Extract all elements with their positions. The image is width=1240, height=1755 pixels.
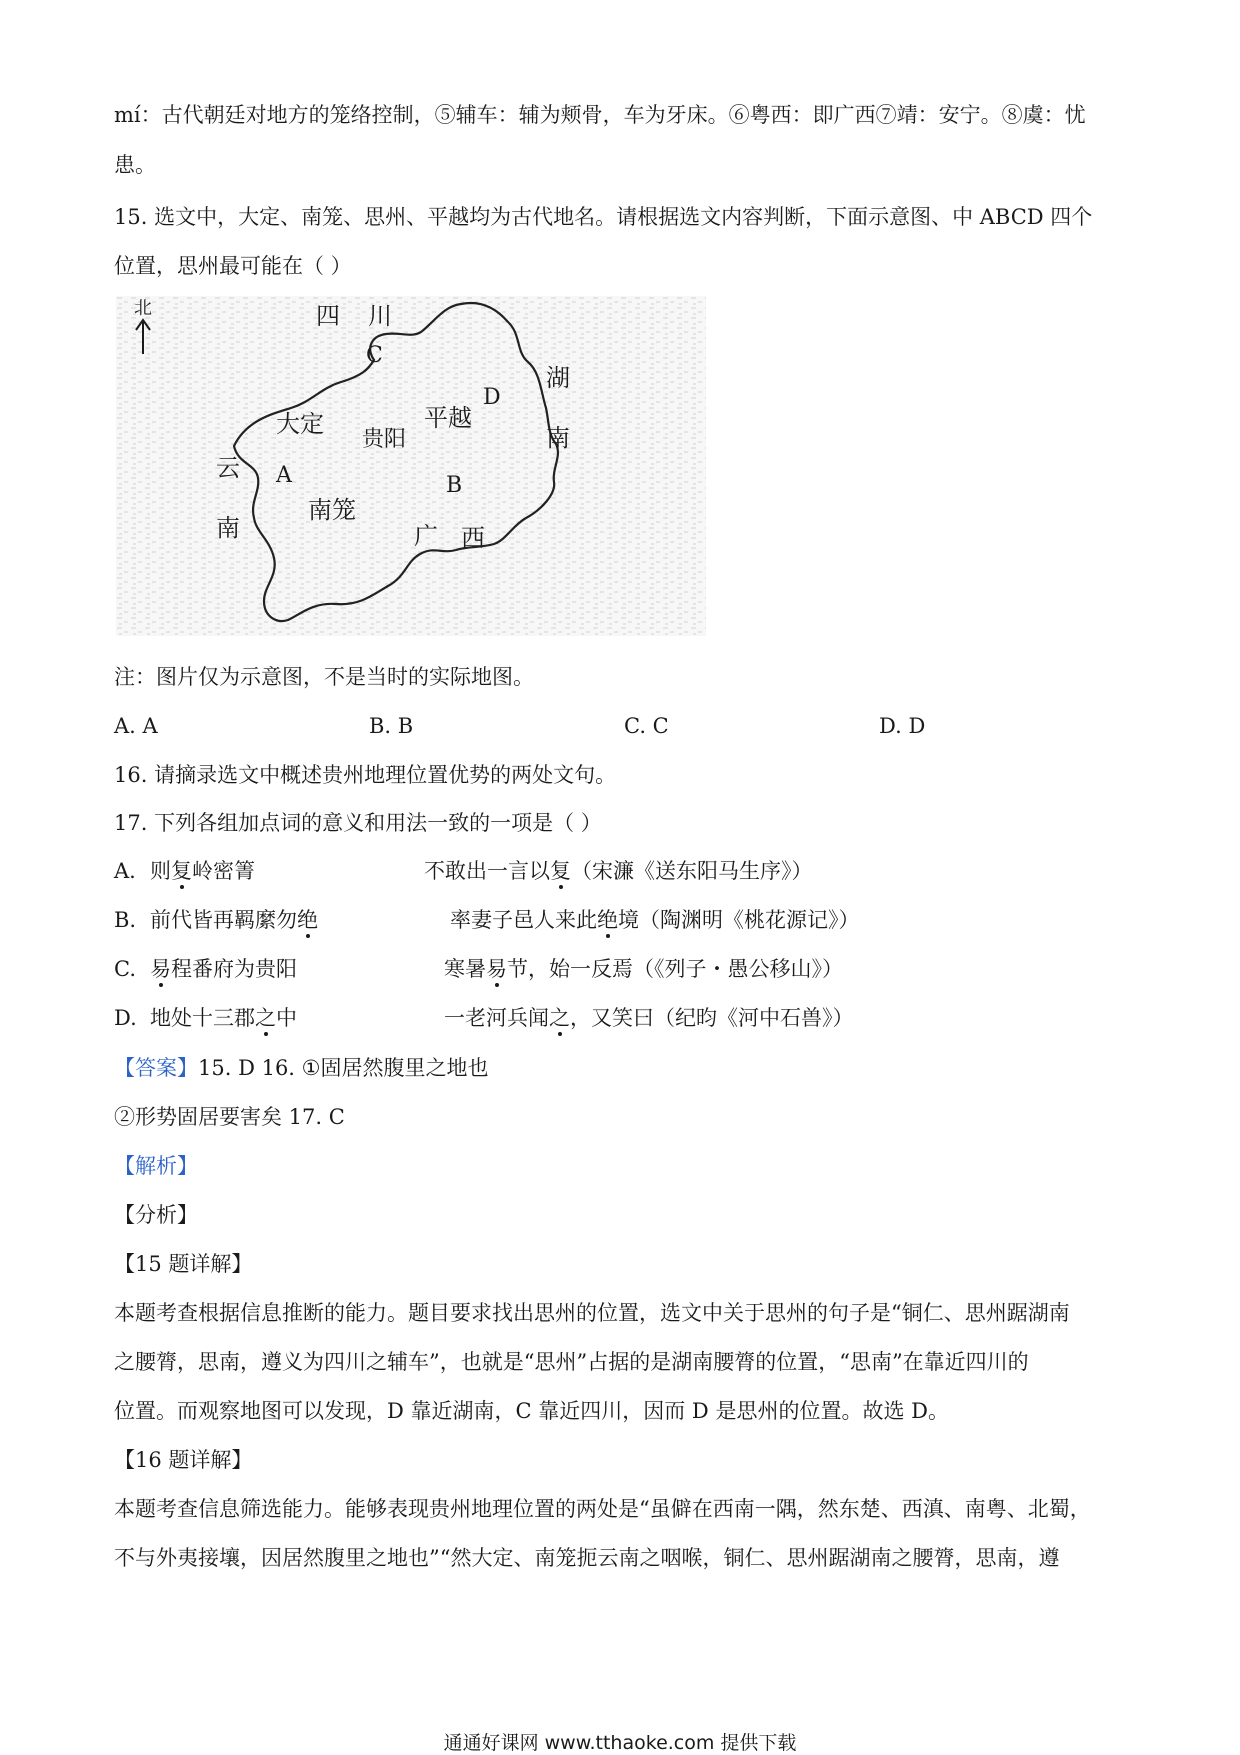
map-label-pingyue: 平越 [424,404,472,432]
q17-option-right: 率妻子邑人来此绝境（陶渊明《桃花源记》） [450,908,860,932]
map-background [116,296,706,636]
guizhou-sketch-map [116,296,706,636]
q17-option-label: B. [114,908,137,932]
map-label-xi: 西 [461,524,485,552]
q17-option-label: D. [114,1006,137,1030]
q16-detail-heading: 【16 题详解】 [114,1448,253,1472]
question-16: 16. 请摘录选文中概述贵州地理位置优势的两处文句。 [114,763,617,787]
q15-detail-line-2: 之腰膂，思南，遵义为四川之辅车”，也就是“思州”占据的是湖南腰膂的位置，“思南”在靠近四川的 [114,1350,1029,1374]
option-c[interactable]: C. C [624,714,669,738]
q17-option-left: 则复岭密箐 [150,859,255,883]
answer-line-2: ②形势固居要害矣 17. C [114,1105,345,1129]
q17-option-right: 一老河兵闻之，又笑曰（纪昀《河中石兽》） [444,1006,854,1030]
map-label-nanlong: 南笼 [308,496,356,524]
option-b[interactable]: B. B [369,714,414,738]
analysis-tag: 【解析】 [114,1154,198,1178]
note-line-1: mí：古代朝廷对地方的笼络控制，⑤辅车：辅为颊骨，车为牙床。⑥粤西：即广西⑦靖：安宁。⑧虞：忧 [114,103,1086,127]
q17-option-right: 寒暑易节，始一反焉（《列子・愚公移山》） [444,957,843,981]
q17-option-label: A. [114,859,136,883]
map-label-hunan-nan: 南 [546,424,570,452]
q17-option-left: 易程番府为贵阳 [150,957,297,981]
map-label-c: C [366,343,383,368]
map-label-hu: 湖 [546,364,570,392]
answer-line-1: 【答案】15. D 16. ①固居然腹里之地也 [114,1056,489,1080]
q17-option-label: C. [114,957,136,981]
question-17-stem: 17. 下列各组加点词的意义和用法一致的一项是（ ） [114,811,602,835]
map-label-si: 四 [316,302,340,330]
fenxi-heading: 【分析】 [114,1203,198,1227]
option-a[interactable]: A. A [114,714,158,738]
note-line-2: 患。 [114,153,156,177]
page-footer: 通通好课网 www.tthaoke.com 提供下载 [443,1732,797,1754]
q15-detail-line-3: 位置。而观察地图可以发现，D 靠近湖南，C 靠近四川，因而 D 是思州的位置。故选 D。 [114,1399,949,1423]
map-label-yun: 云 [216,454,240,482]
map-label-guang: 广 [414,522,438,550]
question-15-line-2: 位置，思州最可能在（ ） [114,254,352,278]
q17-option-left: 地处十三郡之中 [150,1006,297,1030]
q15-detail-heading: 【15 题详解】 [114,1252,253,1276]
map-label-chuan: 川 [368,302,392,330]
map-label-guiyang: 贵阳 [362,427,407,452]
q15-detail-line-1: 本题考查根据信息推断的能力。题目要求找出思州的位置，选文中关于思州的句子是“铜仁、思州踞湖南 [114,1301,1070,1325]
q16-detail-line-1: 本题考查信息筛选能力。能够表现贵州地理位置的两处是“虽僻在西南一隅，然东楚、西滇、南粤、北蜀， [114,1497,1091,1521]
map-label-b: B [446,473,463,498]
q17-option-left: 前代皆再羁縻勿绝 [150,908,318,932]
map-label-dading: 大定 [276,410,324,438]
map-north-label: 北 [134,298,152,319]
map-label-d: D [483,385,501,410]
option-d[interactable]: D. D [879,714,926,738]
q17-option-right: 不敢出一言以复（宋濂《送东阳马生序》） [424,859,813,883]
question-15-line-1: 15. 选文中，大定、南笼、思州、平越均为古代地名。请根据选文内容判断，下面示意图、中 ABCD 四个 [114,205,1093,229]
map-label-a: A [276,463,292,488]
map-label-yunnan-nan: 南 [216,514,240,542]
q16-detail-line-2: 不与外夷接壤，因居然腹里之地也”“然大定、南笼扼云南之咽喉，铜仁、思州踞湖南之腰膂，思南，遵 [114,1546,1060,1570]
answer-tag: 【答案】 [114,1056,198,1080]
map-note: 注：图片仅为示意图，不是当时的实际地图。 [114,665,534,689]
